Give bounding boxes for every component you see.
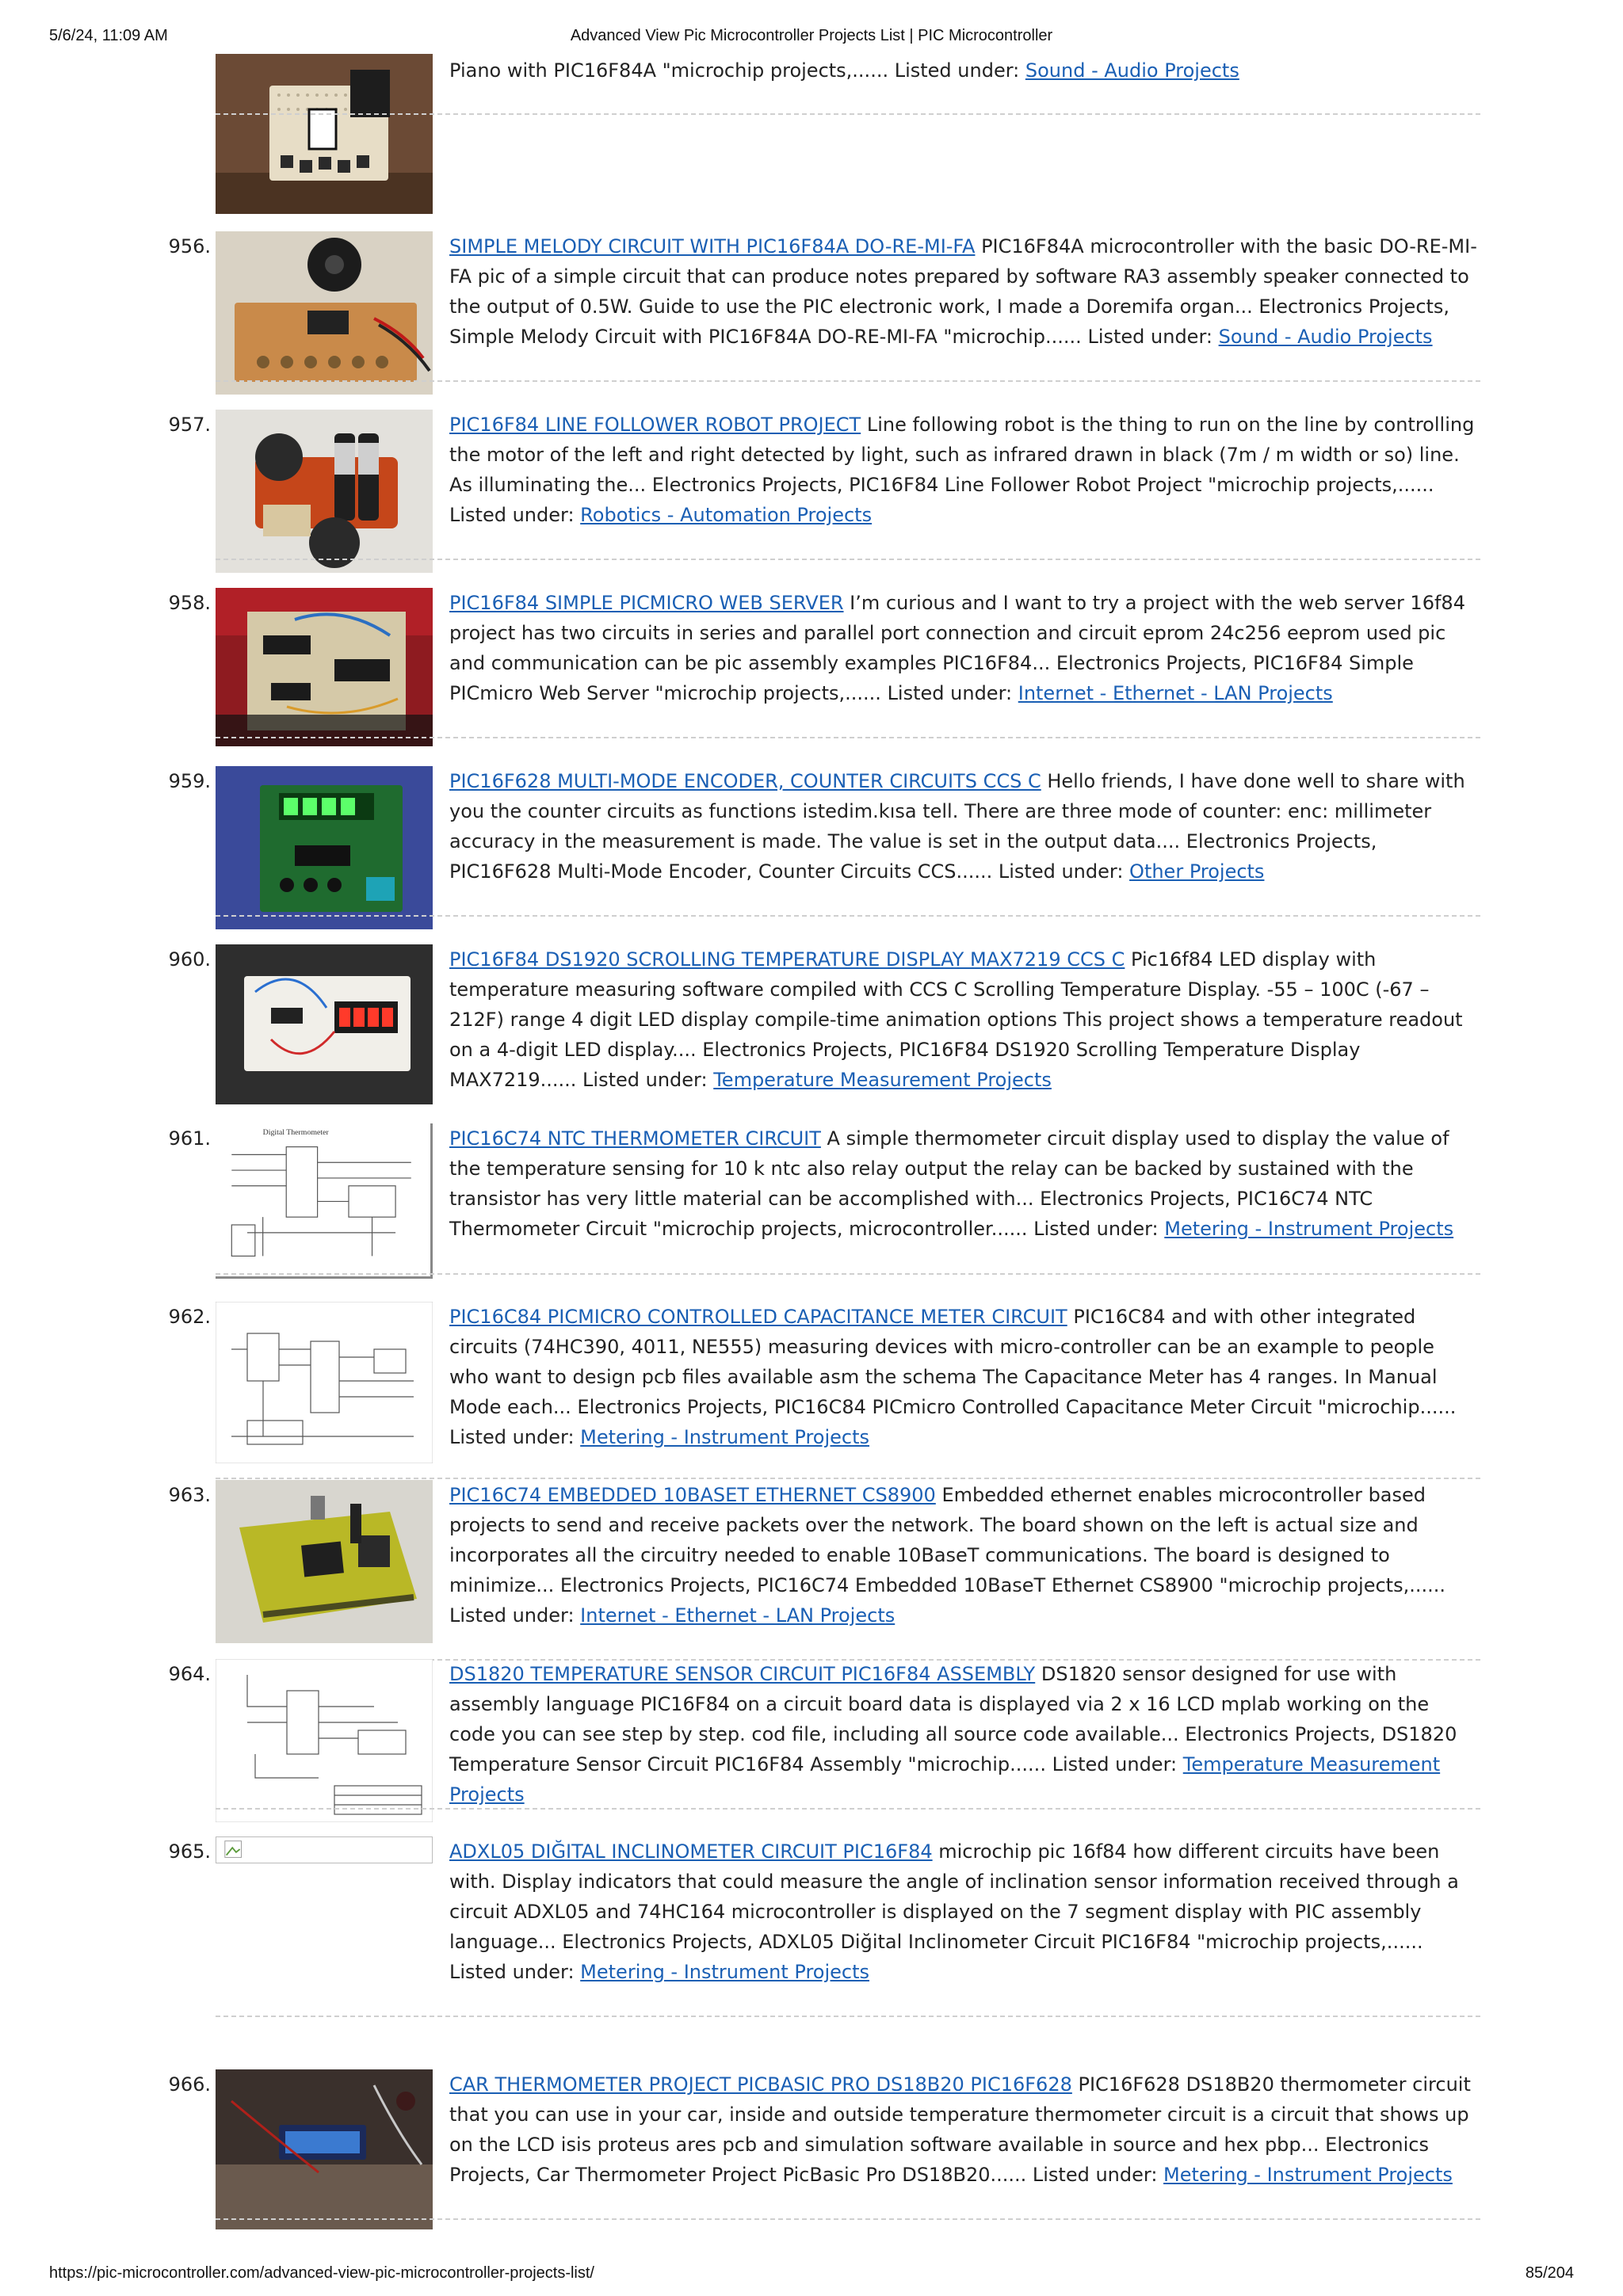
encoder-board-photo-icon	[216, 766, 433, 929]
project-description: PIC16F84 LINE FOLLOWER ROBOT PROJECT Line following robot is the thing to run on the line by controlling the motor of the left and right detected by light, such as infrared drawn in black (7m / m width or so) line. As illuminating the... Electronics Projects, PIC16F84 Line Follower Robot Project "microchip projects,...... Listed under: Robotics - Automation Projects	[449, 414, 1475, 526]
category-link[interactable]: Metering - Instrument Projects	[580, 1426, 870, 1448]
project-thumbnail[interactable]	[216, 2069, 433, 2229]
lcd-photo-icon	[216, 2069, 433, 2229]
category-link[interactable]: Other Projects	[1129, 860, 1265, 883]
project-description: PIC16F84 SIMPLE PICMICRO WEB SERVER I’m curious and I want to try a project with the web server 16f84 project has two circuits in series and parallel port connection and circuit eprom 24c256 eeprom used pic and communication can be pic assembly examples PIC16F84... Electronics Projects, PIC16F84 Simple PICmicro Web Server "microchip projects,...... Listed under: Internet - Ethernet - LAN Projects	[449, 592, 1465, 704]
project-description: Piano with PIC16F84A "microchip projects,...... Listed under: Sound - Audio Projects	[449, 59, 1239, 82]
entry-separator	[216, 915, 1480, 917]
entry-separator	[216, 1478, 1480, 1479]
entry-number: 957.	[168, 414, 211, 436]
project-thumbnail[interactable]	[216, 1659, 433, 1822]
project-title-link[interactable]: PIC16C74 EMBEDDED 10BASET ETHERNET CS8900	[449, 1484, 936, 1506]
broken-image-icon	[216, 1837, 432, 1863]
project-title-link[interactable]: PIC16F84 DS1920 SCROLLING TEMPERATURE DISPLAY MAX7219 CCS C	[449, 948, 1125, 971]
project-thumbnail[interactable]	[216, 766, 433, 929]
project-thumbnail[interactable]	[216, 1480, 433, 1643]
project-description: PIC16F628 MULTI-MODE ENCODER, COUNTER CIRCUITS CCS C Hello friends, I have done well to share with you the counter circuits as functions istedim.kısa tell. There are three mode of counter: enc: millimeter accuracy in the measurement is made. The value is set in the output data.... Electronics Projects, PIC16F628 Multi-Mode Encoder, Counter Circuits CCS...... Listed under: Other Projects	[449, 770, 1465, 883]
project-thumbnail[interactable]	[216, 588, 433, 746]
entry-separator	[216, 1273, 1480, 1275]
project-description: SIMPLE MELODY CIRCUIT WITH PIC16F84A DO-RE-MI-FA PIC16F84A microcontroller with the basic DO-RE-MI-FA pic of a simple circuit that can produce notes prepared by software RA3 assembly speaker connected to the output of 0.5W. Guide to use the PIC electronic work, I made a Doremifa organ... Electronics Projects, Simple Melody Circuit with PIC16F84A DO-RE-MI-FA "microchip...... Listed under: Sound - Audio Projects	[449, 235, 1477, 348]
project-description: CAR THERMOMETER PROJECT PICBASIC PRO DS18B20 PIC16F628 PIC16F628 DS18B20 thermometer circuit that you can use in your car, inside and outside temperature thermometer circuit is a circuit that shows up on the LCD isis proteus ares pcb and simulation software available in source and hex pbp... Electronics Projects, Car Thermometer Project PicBasic Pro DS18B20...... Listed under: Metering - Instrument Projects	[449, 2073, 1471, 2186]
entry-number: 966.	[168, 2073, 211, 2096]
page-number: 85/204	[1525, 2264, 1574, 2282]
project-title-link[interactable]: CAR THERMOMETER PROJECT PICBASIC PRO DS18B20 PIC16F628	[449, 2073, 1072, 2096]
melody-board-photo-icon	[216, 231, 433, 395]
page-url: https://pic-microcontroller.com/advanced-view-pic-microcontroller-projects-list/	[49, 2264, 594, 2282]
print-header	[0, 27, 1623, 51]
entry-separator	[216, 380, 1480, 382]
project-title-link[interactable]: PIC16C84 PICMICRO CONTROLLED CAPACITANCE METER CIRCUIT	[449, 1306, 1067, 1328]
ethernet-board-photo-icon	[216, 1480, 433, 1643]
schematic-icon	[216, 1659, 433, 1822]
project-thumbnail[interactable]	[216, 410, 433, 573]
entry-separator	[216, 113, 1480, 115]
category-link[interactable]: Temperature Measurement Projects	[713, 1069, 1052, 1091]
schematic-icon	[216, 1123, 430, 1276]
entry-separator	[216, 559, 1480, 560]
svg-text:Digital Thermometer: Digital Thermometer	[262, 1127, 329, 1137]
project-description: ADXL05 DIĞITAL INCLINOMETER CIRCUIT PIC16F84 microchip pic 16f84 how different circuits have been with. Display indicators that could measure the angle of inclination sensor information received through a circuit ADXL05 and 74HC164 microcontroller is displayed on the 7 segment display with PIC assembly language... Electronics Projects, ADXL05 Diğital Inclinometer Circuit PIC16F84 "microchip projects,...... Listed under: Metering - Instrument Projects	[449, 1840, 1459, 1983]
entry-number: 959.	[168, 770, 211, 792]
category-link[interactable]: Robotics - Automation Projects	[580, 504, 873, 526]
project-description: PIC16C74 EMBEDDED 10BASET ETHERNET CS8900 Embedded ethernet enables microcontroller based projects to send and receive packets over the network. The board shown on the left is actual size and incorporates all the circuitry needed to enable 10BaseT communications. The board is designed to minimize... Electronics Projects, PIC16C74 Embedded 10BaseT Ethernet CS8900 "microchip projects,...... Listed under: Internet - Ethernet - LAN Projects	[449, 1484, 1445, 1627]
breadboard-photo-icon	[216, 944, 433, 1104]
print-title: Advanced View Pic Microcontroller Projects List | PIC Microcontroller	[570, 27, 1053, 44]
entry-number: 964.	[168, 1663, 211, 1685]
category-link[interactable]: Sound - Audio Projects	[1025, 59, 1239, 82]
project-title-link[interactable]: PIC16F84 LINE FOLLOWER ROBOT PROJECT	[449, 414, 861, 436]
entry-number: 962.	[168, 1306, 211, 1328]
project-title-link[interactable]: DS1820 TEMPERATURE SENSOR CIRCUIT PIC16F84 ASSEMBLY	[449, 1663, 1036, 1685]
project-thumbnail[interactable]	[216, 1836, 433, 1863]
entry-number: 958.	[168, 592, 211, 614]
entry-number: 961.	[168, 1127, 211, 1150]
entry-number: 956.	[168, 235, 211, 257]
entry-separator	[216, 2016, 1480, 2017]
project-title-link[interactable]: ADXL05 DIĞITAL INCLINOMETER CIRCUIT PIC16F84	[449, 1840, 933, 1863]
project-description: PIC16C74 NTC THERMOMETER CIRCUIT A simple thermometer circuit display used to display the value of the temperature sensing for 10 k ntc also relay output the relay can be backed by sustained with the transistor has very little material can be accomplished with... Electronics Projects, PIC16C74 NTC Thermometer Circuit "microchip projects, microcontroller...... Listed under: Metering - Instrument Projects	[449, 1127, 1454, 1240]
entry-number: 963.	[168, 1484, 211, 1506]
category-link[interactable]: Metering - Instrument Projects	[580, 1961, 870, 1983]
web-server-photo-icon	[216, 588, 433, 746]
entry-separator	[216, 1808, 1480, 1810]
project-thumbnail[interactable]	[216, 54, 433, 214]
piano-board-photo-icon	[216, 54, 433, 214]
project-title-link[interactable]: PIC16F84 SIMPLE PICMICRO WEB SERVER	[449, 592, 844, 614]
project-description: PIC16C84 PICMICRO CONTROLLED CAPACITANCE METER CIRCUIT PIC16C84 and with other integrated circuits (74HC390, 4011, NE555) measuring devices with micro-controller can be an example to people who want to design pcb files available asm the schema The Capacitance Meter has 4 ranges. In Manual Mode each... Electronics Projects, PIC16C84 PICmicro Controlled Capacitance Meter Circuit "microchip...... Listed under: Metering - Instrument Projects	[449, 1306, 1457, 1448]
project-thumbnail[interactable]	[216, 1123, 433, 1279]
project-description: PIC16F84 DS1920 SCROLLING TEMPERATURE DISPLAY MAX7219 CCS C Pic16f84 LED display with temperature measuring software compiled with CCS C Scrolling Temperature Display. -55 – 100C (-67 – 212F) range 4 digit LED display compile-time animation options This project shows a temperature readout on a 4-digit LED display.... Electronics Projects, PIC16F84 DS1920 Scrolling Temperature Display MAX7219...... Listed under: Temperature Measurement Projects	[449, 948, 1463, 1091]
print-footer	[0, 2264, 1623, 2288]
category-link[interactable]: Sound - Audio Projects	[1218, 326, 1433, 348]
project-description: DS1820 TEMPERATURE SENSOR CIRCUIT PIC16F84 ASSEMBLY DS1820 sensor designed for use with assembly language PIC16F84 on a circuit board data is displayed via 2 x 16 LCD mplab working on the code you can see step by step. cod file, including all source code available... Electronics Projects, DS1820 Temperature Sensor Circuit PIC16F84 Assembly "microchip...... Listed under: Temperature Measurement Projects	[449, 1663, 1457, 1806]
entry-separator	[216, 2218, 1480, 2220]
robot-photo-icon	[216, 410, 433, 573]
category-link[interactable]: Metering - Instrument Projects	[1164, 1218, 1454, 1240]
category-link[interactable]: Metering - Instrument Projects	[1163, 2164, 1453, 2186]
schematic-icon	[216, 1302, 433, 1463]
entry-separator	[216, 737, 1480, 738]
entry-number: 965.	[168, 1840, 211, 1863]
category-link[interactable]: Internet - Ethernet - LAN Projects	[1018, 682, 1333, 704]
print-date: 5/6/24, 11:09 AM	[49, 27, 168, 44]
project-title-link[interactable]: PIC16C74 NTC THERMOMETER CIRCUIT	[449, 1127, 821, 1150]
project-thumbnail[interactable]	[216, 1302, 433, 1463]
project-thumbnail[interactable]	[216, 944, 433, 1104]
project-title-link[interactable]: PIC16F628 MULTI-MODE ENCODER, COUNTER CIRCUITS CCS C	[449, 770, 1041, 792]
project-title-link[interactable]: SIMPLE MELODY CIRCUIT WITH PIC16F84A DO-RE-MI-FA	[449, 235, 976, 257]
entry-number: 960.	[168, 948, 211, 971]
category-link[interactable]: Temperature Measurement Projects	[449, 1753, 1441, 1806]
category-link[interactable]: Internet - Ethernet - LAN Projects	[580, 1604, 896, 1627]
project-thumbnail[interactable]	[216, 231, 433, 395]
